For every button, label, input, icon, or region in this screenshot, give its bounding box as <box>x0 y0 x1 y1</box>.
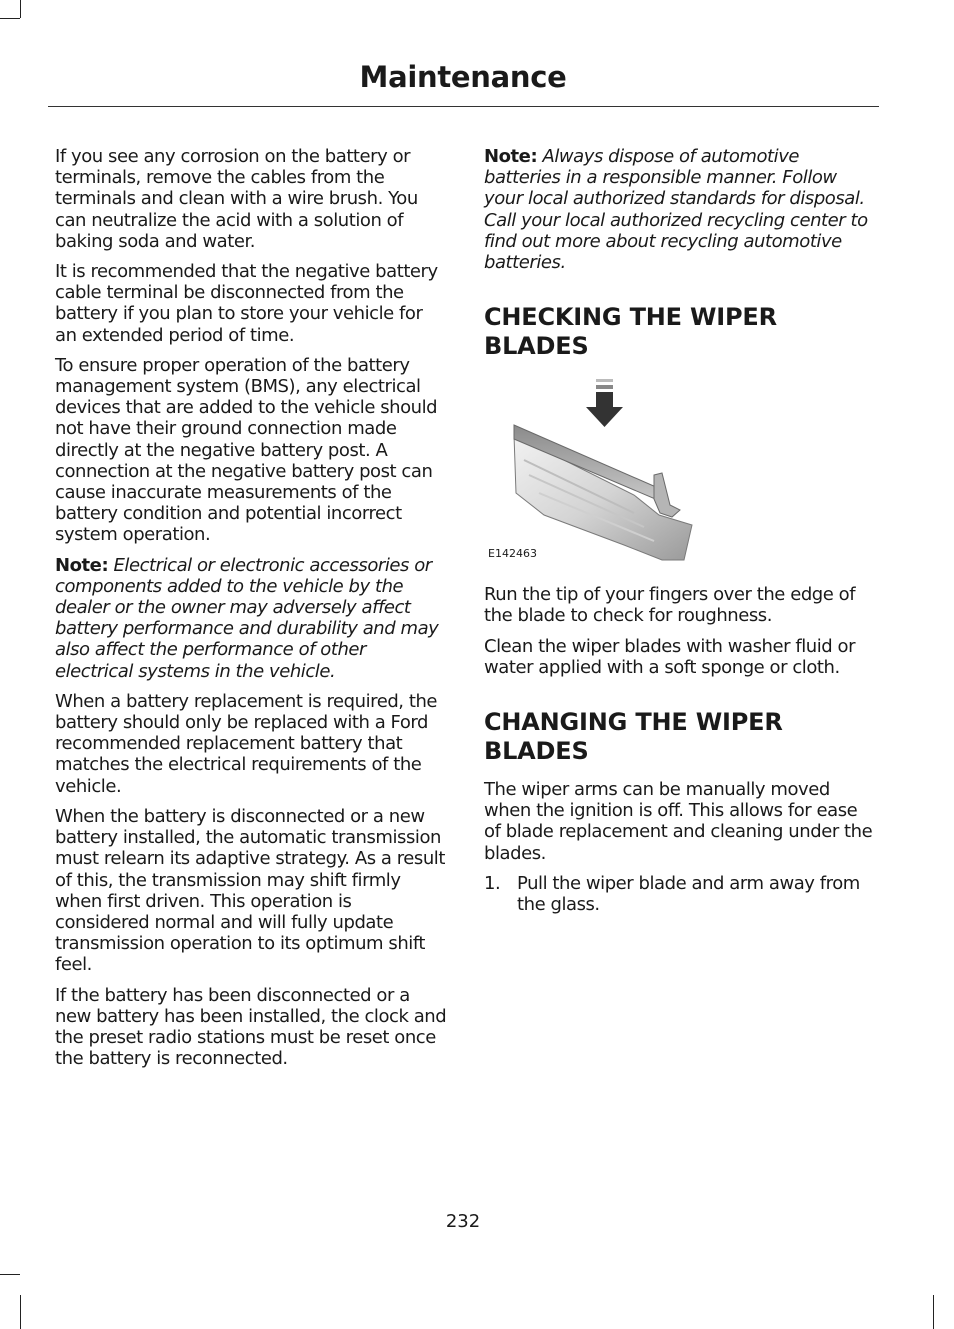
figure-code: E142463 <box>488 547 537 561</box>
crop-mark <box>20 0 21 18</box>
step-number: 1. <box>484 872 501 894</box>
wiper-blade-illustration <box>484 375 704 570</box>
note-text: Electrical or electronic accessories or components added to the vehicle by the dealer or the owner may adversely affect battery performance and durability and may also affect the performance of other electrical systems in the vehicle. <box>55 554 439 682</box>
wiper-blade-figure <box>484 375 704 570</box>
header-divider <box>48 106 879 107</box>
step-text: Pull the wiper blade and arm away from the glass. <box>517 872 860 916</box>
paragraph: If you see any corrosion on the battery or terminals, remove the cables from the terminals and clean with a wire brush. You can neutralize the acid with a solution of baking soda and water. <box>55 146 418 252</box>
paragraph: It is recommended that the negative battery cable terminal be disconnected from the battery if you plan to store your vehicle for an extended period of time. <box>55 261 438 346</box>
crop-mark <box>0 1274 20 1275</box>
paragraph: If the battery has been disconnected or a new battery has been installed, the clock and the preset radio stations must be reset once the battery is reconnected. <box>55 984 447 1070</box>
list-item <box>484 873 876 915</box>
page-title: Maintenance <box>359 60 567 94</box>
paragraph: Clean the wiper blades with washer fluid or water applied with a soft sponge or cloth. <box>484 635 856 678</box>
paragraph: The wiper arms can be manually moved when the ignition is off. This allows for ease of blade replacement and cleaning under the blades. <box>484 779 873 864</box>
left-column <box>55 146 447 1078</box>
paragraph: Run the tip of your fingers over the edge of the blade to check for roughness. <box>484 584 856 627</box>
note-label: Note: <box>484 146 538 167</box>
note-text: Always dispose of automotive batteries in a responsible manner. Follow your local authorized standards for disposal. Call your local authorized recycling center to find out more about recycling automotive batteries. <box>484 146 868 274</box>
note <box>55 555 447 682</box>
paragraph: To ensure proper operation of the battery management system (BMS), any electrical devices that are added to the vehicle should not have their ground connection made directly at the negative battery post. A connection at the negative battery post can cause inaccurate measurements of the battery condition and potential incorrect system operation. <box>55 354 438 546</box>
crop-mark <box>0 18 20 19</box>
right-column <box>484 146 876 915</box>
section-heading-changing: CHANGING THE WIPER BLADES <box>484 708 783 766</box>
paragraph: When the battery is disconnected or a new battery installed, the automatic transmission must relearn its adaptive strategy. As a result of this, the transmission may shift firmly when first driven. This operation is considered normal and will fully update transmission operation to its optimum shift feel. <box>55 805 445 976</box>
paragraph: When a battery replacement is required, the battery should only be replaced with a Ford recommended replacement battery that matches the electrical requirements of the vehicle. <box>55 690 438 797</box>
crop-mark <box>20 1295 21 1329</box>
step-list <box>484 873 876 915</box>
section-heading-checking: CHECKING THE WIPER BLADES <box>484 303 777 361</box>
page-number: 232 <box>445 1211 481 1232</box>
crop-mark <box>933 1295 934 1329</box>
note-label: Note: <box>55 554 109 576</box>
note <box>484 146 876 273</box>
